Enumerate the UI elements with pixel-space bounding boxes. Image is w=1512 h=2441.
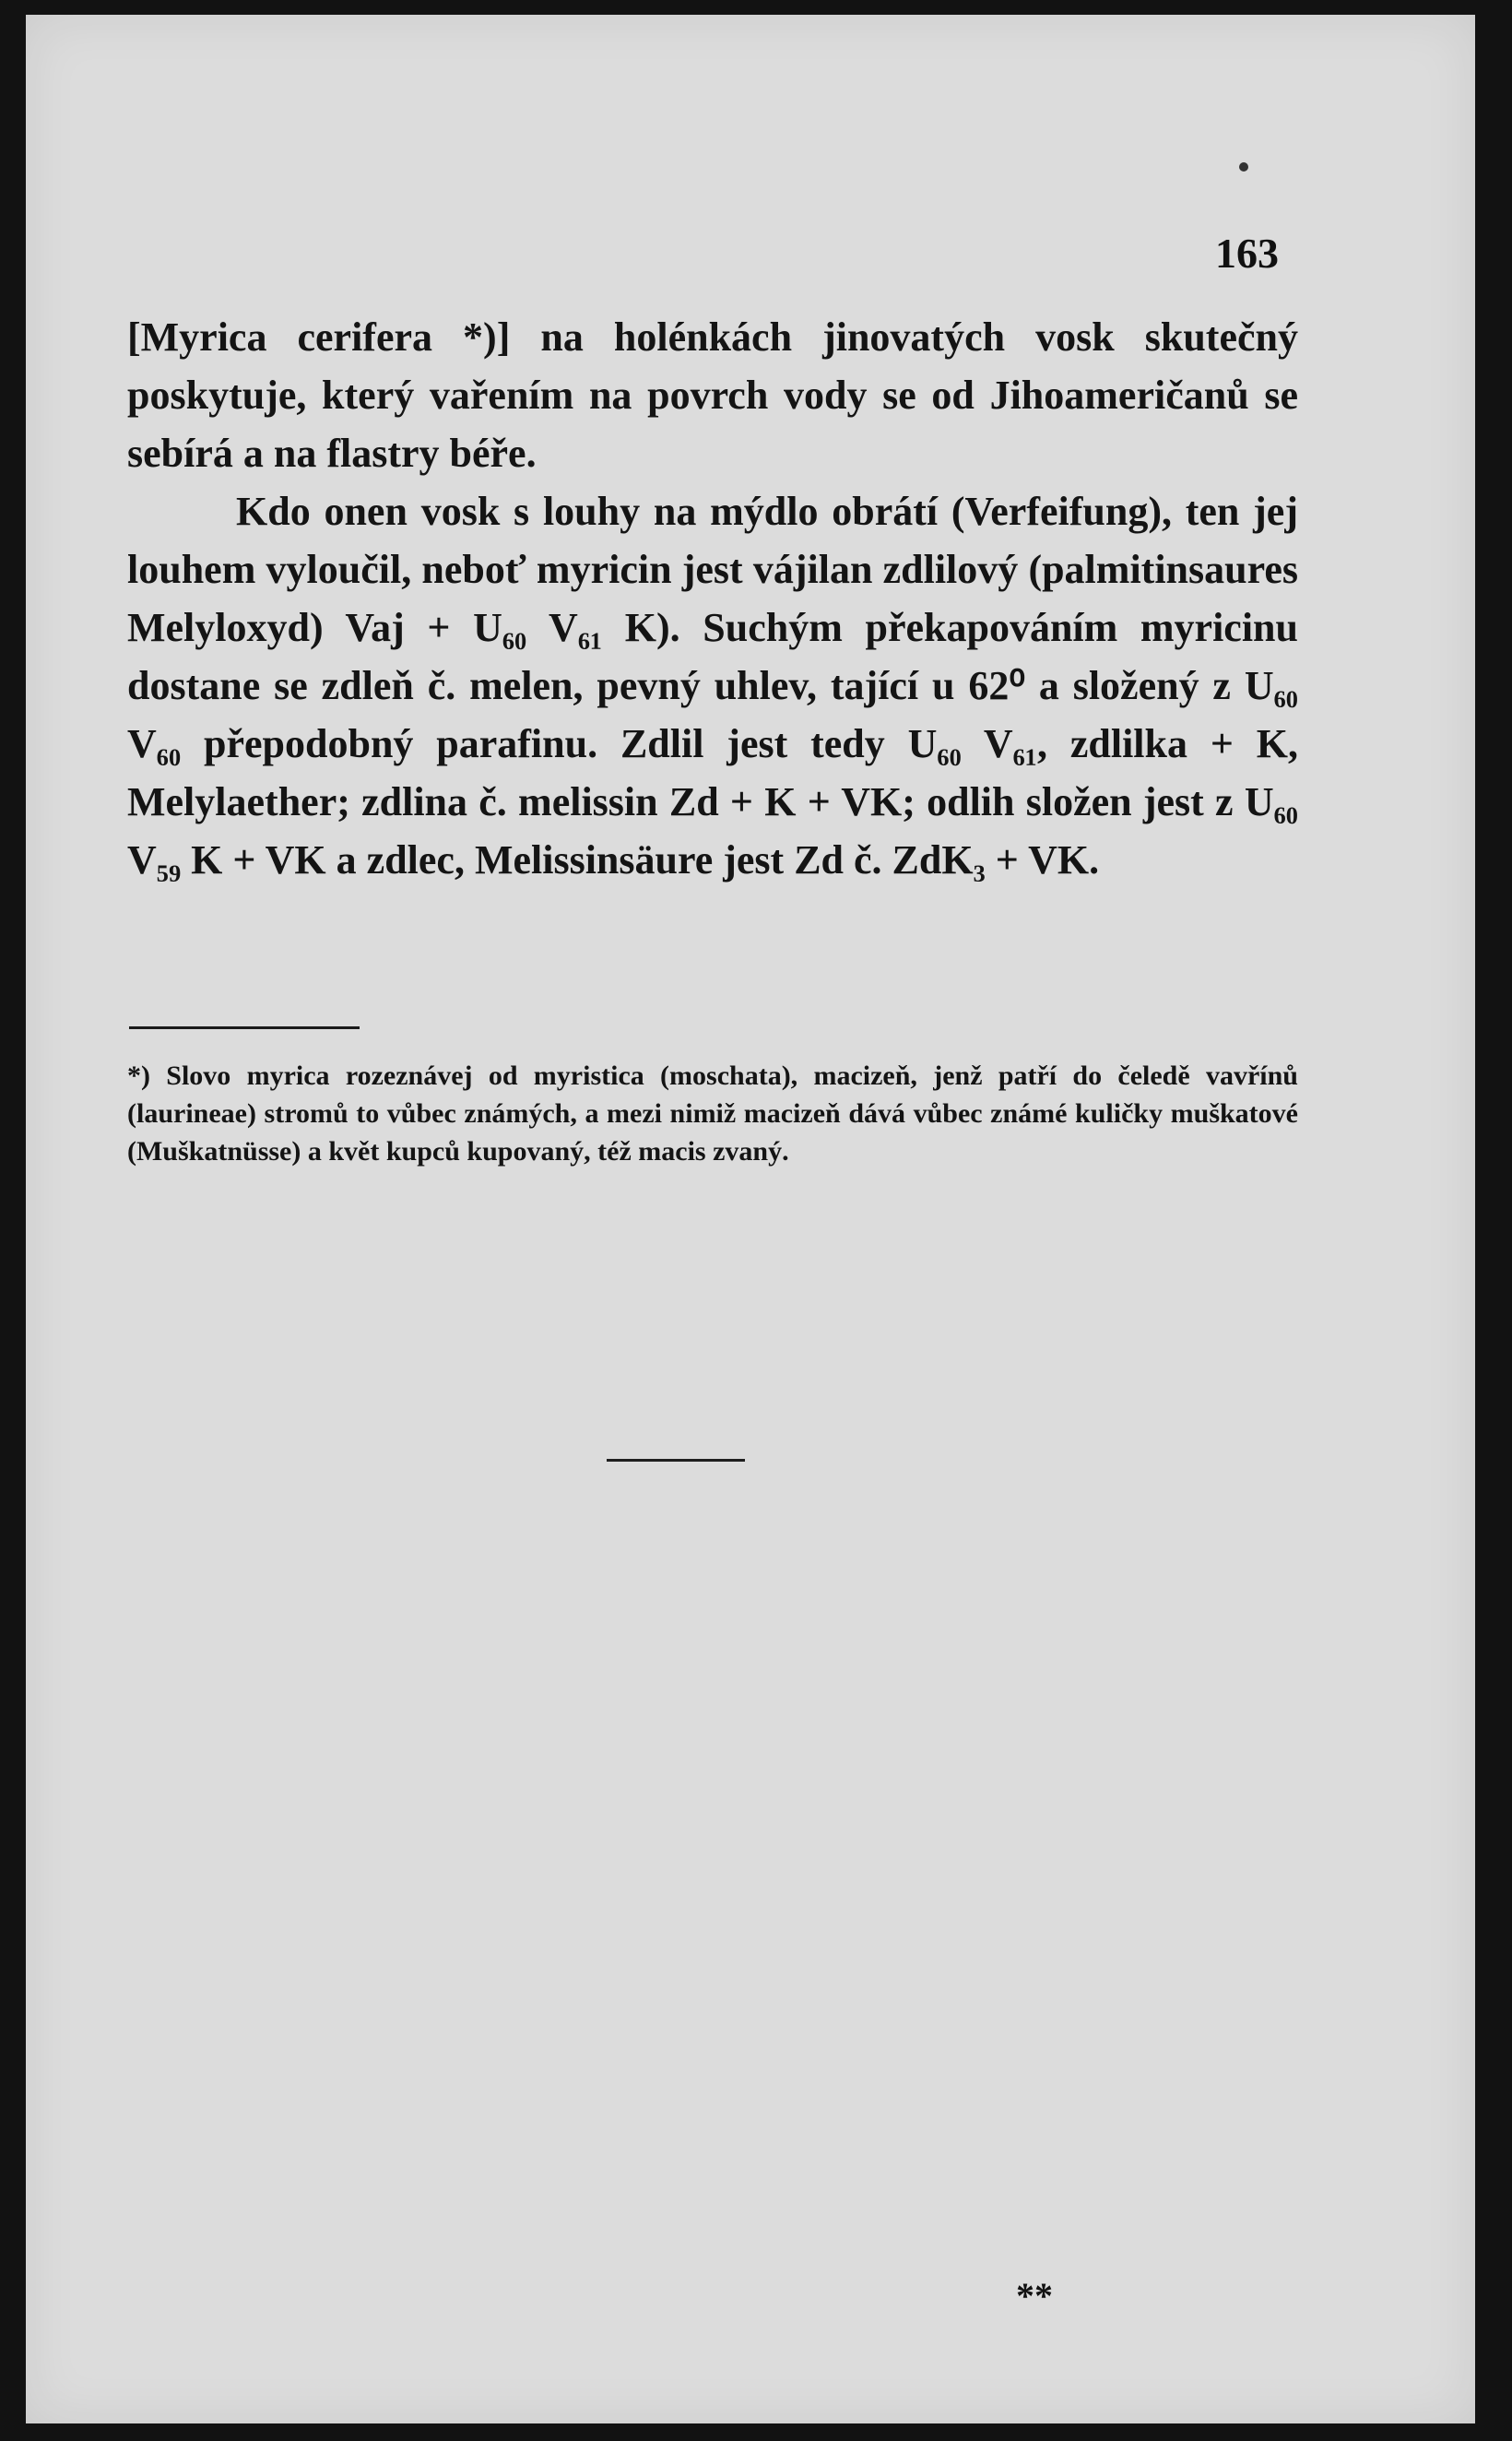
footnote-text: *) Slovo myrica rozeznávej od myristica (moschata), macizeň, jenž patří do čeledě vavřínů (laurineae) stromů to vůbec známých, a mezi nimiž macizeň dává vůbec známé kuličky muškatové (Muškatnüsse) a květ kupců kupovaný, též macis zvaný. bbox=[127, 1061, 1298, 1167]
end-ornament: ** bbox=[1016, 2275, 1053, 2317]
paragraph-2: Kdo onen vosk s louhy na mýdlo obrátí (Verfeifung), ten jej louhem vyloučil, neboť myricin jest vájilan zdlilový (palmitinsaures Melyloxyd) Vaj + U₆₀ V₆₁ K). Suchým překapováním myricinu dostane se zdleň č. melen, pevný uhlev, tající u 62⁰ a složený z U₆₀ V₆₀ přepodobný parafinu. Zdlil jest tedy U₆₀ V₆₁, zdlilka + K, Melylaether; zdlina č. melissin Zd + K + VK; odlih složen jest z U₆₀ V₅₉ K + VK a zdlec, Melissinsäure jest Zd č. ZdK₃ + VK. bbox=[127, 489, 1298, 883]
page-number: 163 bbox=[1215, 230, 1279, 277]
main-text bbox=[127, 308, 1298, 889]
ink-speck bbox=[1239, 162, 1248, 172]
footnote bbox=[127, 1057, 1298, 1170]
section-rule bbox=[607, 1459, 745, 1462]
paragraph-1: [Myrica cerifera *)] na holénkách jinovatých vosk skutečný poskytuje, který vařením na povrch vody se od Jihoameričanů se sebírá a na flastry béře. bbox=[127, 314, 1298, 476]
book-page bbox=[26, 15, 1475, 2423]
footnote-divider bbox=[129, 1026, 360, 1029]
